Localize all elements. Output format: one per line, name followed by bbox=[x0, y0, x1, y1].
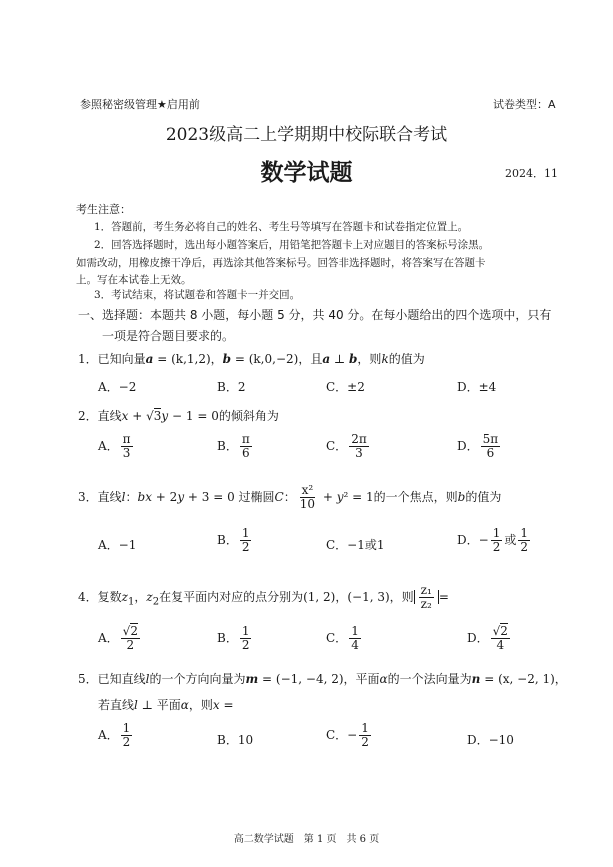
page-footer: 高二数学试题 第 1 页 共 6 页 bbox=[233, 834, 380, 845]
section-heading-cont: 一项是符合题目要求的。 bbox=[102, 329, 235, 343]
question-5-cont: 若直线l ⊥ 平面α，则x = bbox=[98, 698, 234, 712]
question-number: 2． bbox=[78, 409, 98, 423]
q2-option-a: A． $\frac{\pi}{3}$ bbox=[98, 432, 131, 461]
q3-option-c: C．−1或1 bbox=[326, 538, 385, 552]
q2-option-b: B． $\frac{\pi}{6}$ bbox=[217, 432, 250, 461]
exam-title: 2023级高二上学期期中校际联合考试 bbox=[165, 125, 448, 145]
exam-date: 2024．11 bbox=[505, 167, 558, 180]
q4-option-a: A． $\frac{√2}{2}$ bbox=[98, 624, 138, 653]
notice-item-2: 2．回答选择题时，选出每小题答案后，用铅笔把答题卡上对应题目的答案标号涂黑。 bbox=[94, 239, 490, 251]
confidentiality-label: 参照秘密级管理★启用前 bbox=[80, 98, 200, 111]
q1-option-a: A．−2 bbox=[98, 380, 137, 394]
q4-option-b: B． $\frac{1}{2}$ bbox=[217, 624, 250, 653]
question-number: 5． bbox=[78, 672, 98, 686]
q1-option-d: D．±4 bbox=[457, 380, 497, 394]
notice-title: 考生注意： bbox=[76, 203, 131, 216]
notice-item-2-cont: 如需改动，用橡皮擦干净后，再选涂其他答案标号。回答非选择题时，将答案写在答题卡 bbox=[76, 257, 486, 269]
paper-type-label: 试卷类型：A bbox=[493, 98, 556, 111]
question-number: 3． bbox=[78, 490, 98, 505]
notice-item-2-cont2: 上。写在本试卷上无效。 bbox=[76, 274, 192, 286]
q1-option-c: C．±2 bbox=[326, 380, 365, 394]
subject-title: 数学试题 bbox=[260, 160, 353, 186]
question-3: 3．直线l：bx + 2y + 3 = 0 过椭圆C： $\frac{\text{x²}}{10}$ + y² = 1的一个焦点，则b的值为 bbox=[78, 483, 502, 512]
q5-option-a: A． $\frac{1}{2}$ bbox=[98, 721, 131, 750]
q3-option-d: D．− $\frac{1}{2}$ 或 $\frac{1}{2}$ bbox=[457, 526, 528, 555]
sqrt-symbol: √3 bbox=[146, 409, 162, 423]
question-2: 2．直线x + √3y − 1 = 0的倾斜角为 bbox=[78, 409, 279, 423]
question-number: 4． bbox=[78, 590, 98, 605]
question-number: 1． bbox=[78, 352, 98, 366]
q5-option-c: C．− $\frac{1}{2}$ bbox=[326, 721, 369, 750]
q2-option-c: C． $\frac{2\pi}{3}$ bbox=[326, 432, 367, 461]
question-5: 5．已知直线l的一个方向向量为m = (−1, −4, 2)，平面α的一个法向量为n = (x, −2, 1)， bbox=[78, 672, 567, 686]
notice-item-1: 1．答题前，考生务必将自己的姓名、考生号等填写在答题卡和试卷指定位置上。 bbox=[94, 221, 469, 233]
q4-option-d: D． $\frac{√2}{4}$ bbox=[467, 624, 508, 653]
q4-option-c: C． $\frac{1}{4}$ bbox=[326, 624, 359, 653]
fraction: $\frac{\text{z₁}}{\text{z₂}}$ bbox=[420, 583, 432, 612]
q2-option-d: D． $\frac{5\pi}{6}$ bbox=[457, 432, 499, 461]
question-1: 1．已知向量a = (k,1,2)，b = (k,0,−2)，且a ⊥ b，则k的值为 bbox=[78, 352, 425, 366]
q5-option-b: B．10 bbox=[217, 733, 254, 747]
section-heading: 一、选择题：本题共 8 小题，每小题 5 分，共 40 分。在每小题给出的四个选项中，只有 bbox=[78, 308, 552, 322]
notice-item-3: 3．考试结束，将试题卷和答题卡一并交回。 bbox=[94, 289, 301, 301]
q3-option-b: B． $\frac{1}{2}$ bbox=[217, 526, 250, 555]
q3-option-a: A．−1 bbox=[98, 538, 137, 552]
q1-option-b: B．2 bbox=[217, 380, 246, 394]
fraction: $\frac{\text{x²}}{10}$ bbox=[299, 483, 316, 512]
q5-option-d: D．−10 bbox=[467, 733, 514, 747]
question-4: 4．复数$z_1$，$z_2$在复平面内对应的点分别为(1, 2)，(−1, 3)，则 $\frac{\text{z₁}}{\text{z₂}}$ = bbox=[78, 583, 449, 612]
